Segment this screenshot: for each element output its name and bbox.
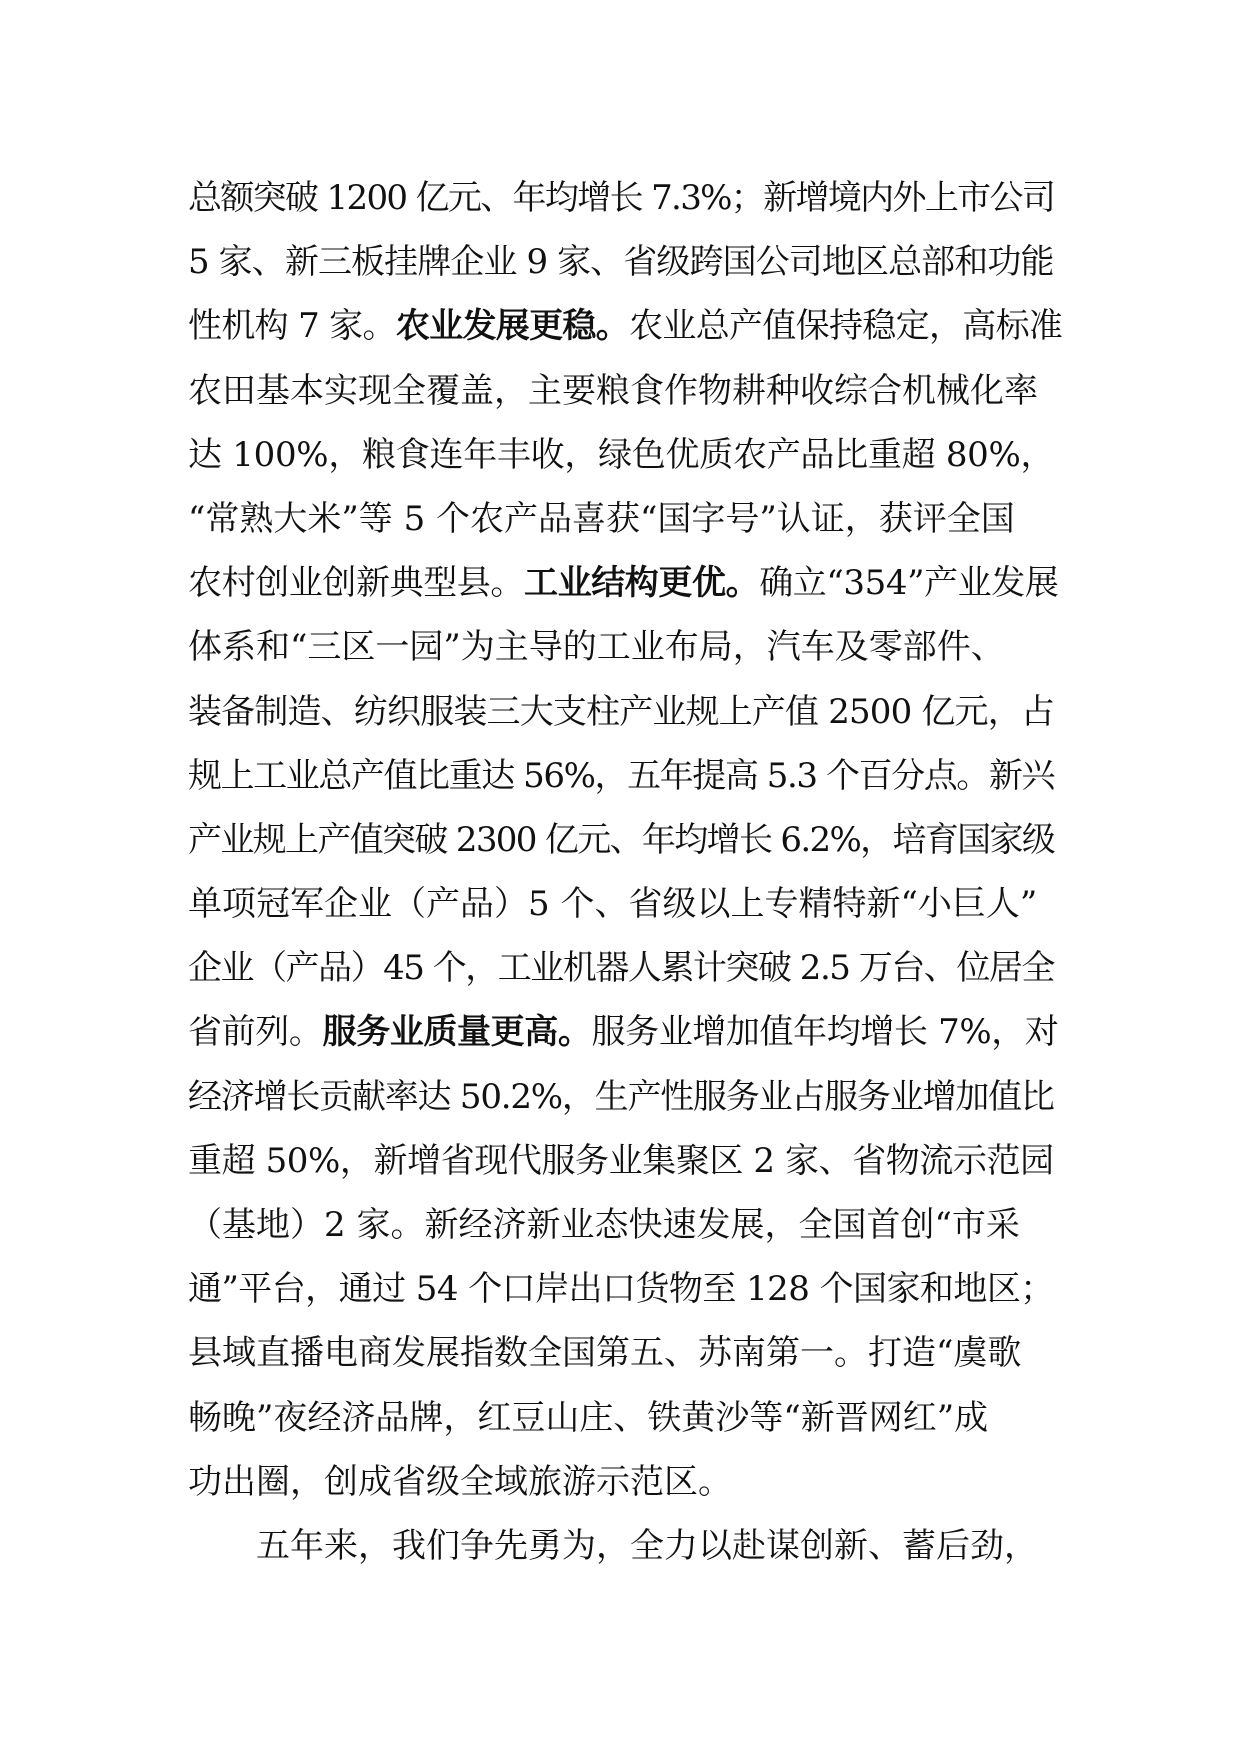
text-line: 重超 50%，新增省现代服务业集聚区 2 家、省物流示范园 [188, 1140, 1054, 1181]
text-line: 农田基本实现全覆盖，主要粮食作物耕种收综合机械化率 [188, 370, 1038, 411]
text-line: 5 家、新三板挂牌企业 9 家、省级跨国公司地区总部和功能 [188, 242, 1054, 283]
text-line: 产业规上产值突破 2300 亿元、年均增长 6.2%，培育国家级 [188, 819, 1055, 860]
text-line: “常熟大米”等 5 个农产品喜获“国字号”认证，获评全国 [188, 498, 1015, 539]
text-run: 服务业增加值年均增长 7%，对 [591, 1012, 1059, 1053]
text-run: 性机构 7 家。 [188, 306, 396, 347]
text-line: 规上工业总产值比重达 56%，五年提高 5.3 个百分点。新兴 [188, 755, 1055, 796]
paragraph [188, 166, 1063, 1514]
text-run: 农村创业创新典型县。 [188, 563, 524, 604]
text-line: 装备制造、纺织服装三大支柱产业规上产值 2500 亿元，占 [188, 691, 1055, 732]
bold-heading: 工业结构更优。 [524, 563, 760, 604]
text-line: 体系和“三区一园”为主导的工业布局，汽车及零部件、 [188, 627, 1005, 668]
document-body [188, 166, 1063, 1578]
text-line: （基地）2 家。新经济新业态快速发展，全国首创“市采 [188, 1205, 1020, 1245]
text-line: 总额突破 1200 亿元、年均增长 7.3%；新增境内外上市公司 [188, 178, 1055, 218]
text-line [188, 294, 1063, 358]
text-run: 确立“354”产业发展 [759, 563, 1059, 604]
text-line: 县域直播电商发展指数全国第五、苏南第一。打造“虞歌 [188, 1333, 1022, 1374]
text-line: 畅晚”夜经济品牌，红豆山庄、铁黄沙等“新晋网红”成 [188, 1397, 989, 1438]
text-run: 农业总产值保持稳定，高标准 [629, 306, 1063, 347]
text-line: 功出圈，创成省级全域旅游示范区。 [188, 1461, 732, 1502]
text-line: 经济增长贡献率达 50.2%，生产性服务业占服务业增加值比 [188, 1076, 1054, 1117]
text-line [188, 1000, 1059, 1064]
text-line [188, 551, 1059, 615]
text-line: 企业（产品）45 个，工业机器人累计突破 2.5 万台、位居全 [188, 948, 1054, 989]
bold-heading: 农业发展更稳。 [395, 306, 630, 347]
text-line: 通”平台，通过 54 个口岸出口货物至 128 个国家和地区； [188, 1269, 1054, 1310]
paragraph [188, 1514, 1054, 1578]
bold-heading: 服务业质量更高。 [322, 1012, 592, 1053]
text-line: 五年来，我们争先勇为，全力以赴谋创新、蓄后劲， [256, 1525, 1038, 1566]
text-line: 单项冠军企业（产品）5 个、省级以上专精特新“小巨人” [188, 884, 1038, 925]
text-run: 省前列。 [188, 1012, 323, 1053]
text-line: 达 100%，粮食连年丰收，绿色优质农产品比重超 80%， [188, 434, 1055, 475]
